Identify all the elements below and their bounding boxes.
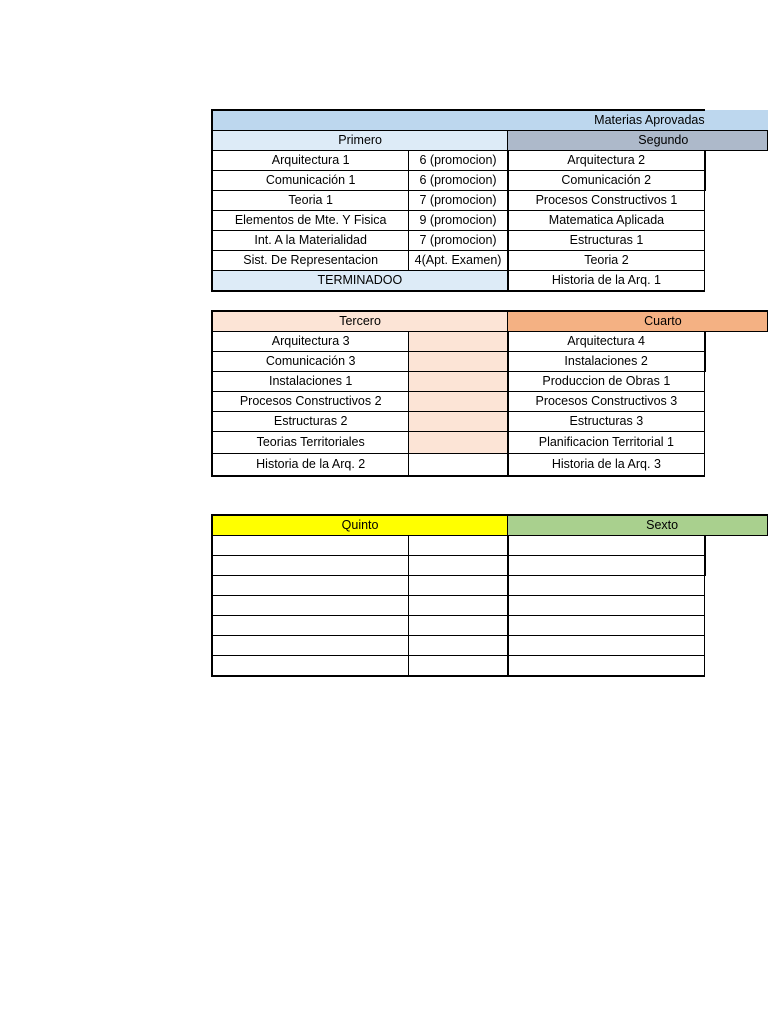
status-terminado[interactable]: TERMINADOO	[212, 271, 508, 292]
cell-subject[interactable]: Instalaciones 1	[212, 372, 409, 392]
table-row	[212, 271, 768, 292]
table-row	[212, 251, 768, 271]
header-sexto[interactable]: Sexto	[508, 515, 768, 536]
table-row	[212, 576, 768, 596]
table-row	[212, 596, 768, 616]
cell-subject-right[interactable]: Historia de la Arq. 1	[508, 271, 705, 292]
cell-subject-right[interactable]: Produccion de Obras 1	[508, 372, 705, 392]
cell-subject[interactable]: Arquitectura 3	[212, 332, 409, 352]
cell-empty[interactable]	[212, 536, 409, 556]
cell-subject[interactable]: Comunicación 1	[212, 171, 409, 191]
cell-subject-right[interactable]: Planificacion Territorial 1	[508, 432, 705, 454]
cell-subject-right[interactable]: Historia de la Arq. 3	[508, 454, 705, 477]
table-row	[212, 191, 768, 211]
cell-empty[interactable]	[508, 536, 705, 556]
table-row	[212, 636, 768, 656]
cell-subject-right[interactable]: Procesos Constructivos 3	[508, 392, 705, 412]
cell-empty[interactable]	[508, 556, 705, 576]
table-row	[212, 171, 768, 191]
cell-subject[interactable]: Teorias Territoriales	[212, 432, 409, 454]
cell-grade[interactable]	[409, 332, 508, 352]
header-tercero[interactable]: Tercero	[212, 311, 508, 332]
cell-grade[interactable]	[409, 432, 508, 454]
table-row	[212, 372, 768, 392]
table-row	[212, 211, 768, 231]
cell-empty[interactable]	[212, 576, 409, 596]
cell-subject[interactable]: Estructuras 2	[212, 412, 409, 432]
cell-empty[interactable]	[508, 596, 705, 616]
cell-empty[interactable]	[409, 636, 508, 656]
cell-empty[interactable]	[212, 556, 409, 576]
cell-grade[interactable]: 6 (promocion)	[409, 171, 508, 191]
cell-grade[interactable]	[409, 352, 508, 372]
header-segundo[interactable]: Segundo	[508, 131, 768, 151]
cell-empty[interactable]	[508, 656, 705, 677]
cell-subject[interactable]: Historia de la Arq. 2	[212, 454, 409, 477]
cell-empty[interactable]	[409, 556, 508, 576]
cell-empty[interactable]	[508, 616, 705, 636]
cell-empty[interactable]	[212, 616, 409, 636]
table-row	[212, 332, 768, 352]
cell-subject[interactable]: Procesos Constructivos 2	[212, 392, 409, 412]
table-row	[212, 392, 768, 412]
cell-subject[interactable]: Teoria 1	[212, 191, 409, 211]
cell-subject-right[interactable]: Matematica Aplicada	[508, 211, 705, 231]
table-quinto-sexto	[211, 514, 768, 677]
cell-subject-right[interactable]: Arquitectura 2	[508, 151, 705, 171]
cell-subject[interactable]: Elementos de Mte. Y Fisica	[212, 211, 409, 231]
table-title[interactable]: Materias Aprovadas	[212, 110, 705, 131]
table-row	[212, 536, 768, 556]
cell-subject[interactable]: Arquitectura 1	[212, 151, 409, 171]
cell-grade[interactable]	[409, 412, 508, 432]
table-row	[212, 556, 768, 576]
cell-empty[interactable]	[409, 596, 508, 616]
table-row	[212, 412, 768, 432]
table-primero-segundo	[211, 109, 768, 292]
cell-subject[interactable]: Int. A la Materialidad	[212, 231, 409, 251]
table-row	[212, 616, 768, 636]
cell-subject-right[interactable]: Procesos Constructivos 1	[508, 191, 705, 211]
cell-grade[interactable]	[409, 372, 508, 392]
cell-empty[interactable]	[508, 576, 705, 596]
cell-grade[interactable]: 7 (promocion)	[409, 191, 508, 211]
header-quinto[interactable]: Quinto	[212, 515, 508, 536]
cell-grade[interactable]: 9 (promocion)	[409, 211, 508, 231]
cell-empty[interactable]	[409, 616, 508, 636]
cell-subject-right[interactable]: Estructuras 3	[508, 412, 705, 432]
cell-empty[interactable]	[409, 576, 508, 596]
table-row	[212, 352, 768, 372]
cell-grade[interactable]	[409, 392, 508, 412]
cell-empty[interactable]	[212, 656, 409, 677]
cell-empty[interactable]	[212, 636, 409, 656]
cell-grade[interactable]: 7 (promocion)	[409, 231, 508, 251]
cell-subject-right[interactable]: Estructuras 1	[508, 231, 705, 251]
table-row	[212, 656, 768, 677]
table-row	[212, 454, 768, 477]
cell-grade[interactable]: 4(Apt. Examen)	[409, 251, 508, 271]
table-tercero-cuarto	[211, 310, 768, 477]
table-row	[212, 432, 768, 454]
cell-subject-right[interactable]: Teoria 2	[508, 251, 705, 271]
cell-subject-right[interactable]: Comunicación 2	[508, 171, 705, 191]
cell-grade[interactable]: 6 (promocion)	[409, 151, 508, 171]
header-cuarto[interactable]: Cuarto	[508, 311, 768, 332]
cell-subject[interactable]: Sist. De Representacion	[212, 251, 409, 271]
table-row	[212, 151, 768, 171]
cell-grade[interactable]	[409, 454, 508, 477]
cell-subject-right[interactable]: Arquitectura 4	[508, 332, 705, 352]
table-title-ext[interactable]	[705, 110, 768, 131]
cell-subject-right[interactable]: Instalaciones 2	[508, 352, 705, 372]
cell-empty[interactable]	[409, 656, 508, 677]
table-row	[212, 231, 768, 251]
cell-empty[interactable]	[212, 596, 409, 616]
cell-subject[interactable]: Comunicación 3	[212, 352, 409, 372]
header-primero[interactable]: Primero	[212, 131, 508, 151]
cell-empty[interactable]	[508, 636, 705, 656]
cell-empty[interactable]	[409, 536, 508, 556]
